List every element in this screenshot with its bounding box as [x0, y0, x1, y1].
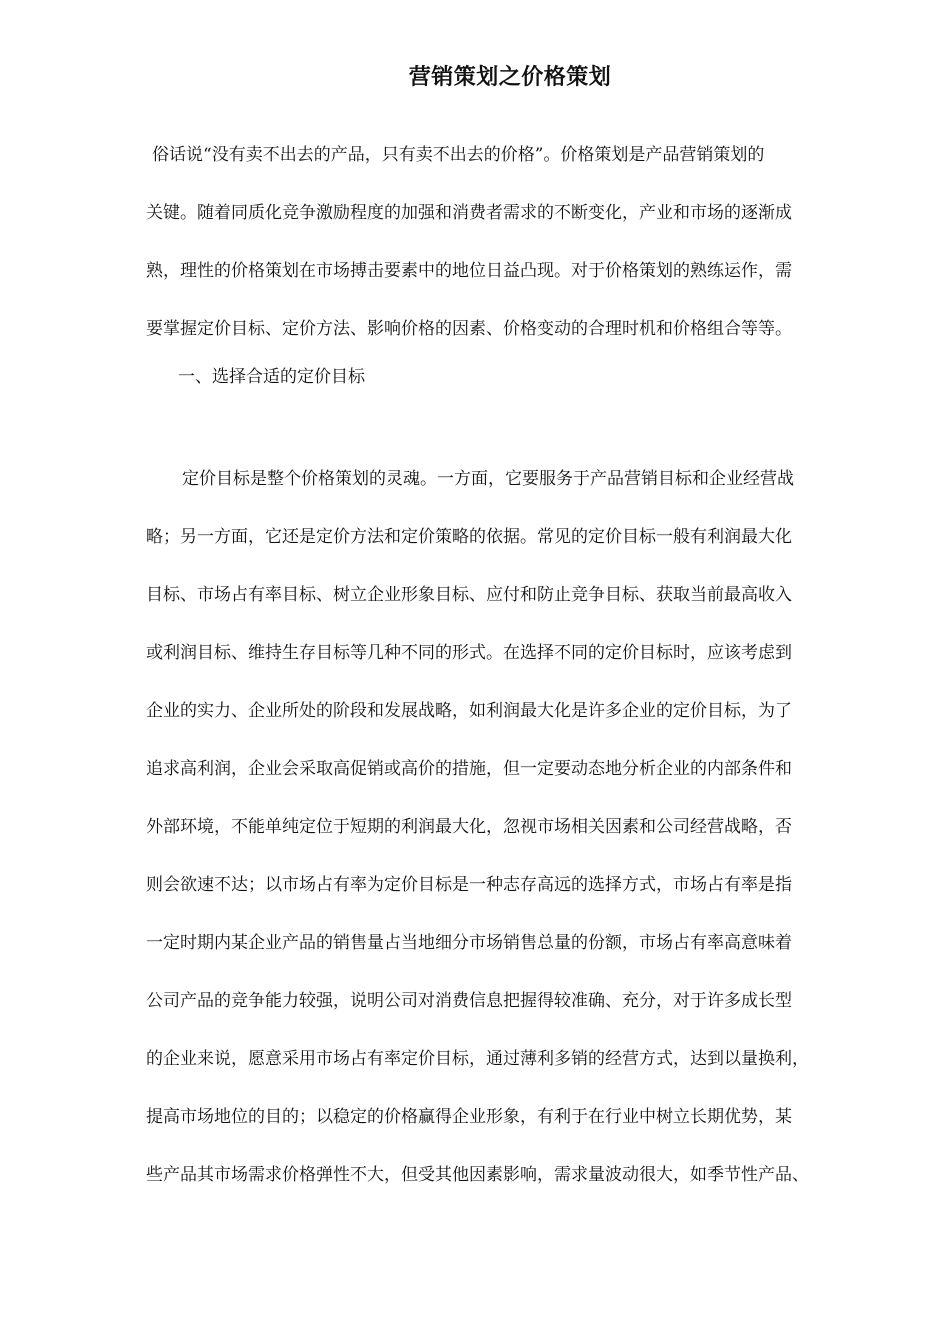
body-line: 企业的实力、企业所处的阶段和发展战略，如利润最大化是许多企业的定价目标，为了 — [146, 701, 792, 721]
body-line: 略；另一方面，它还是定价方法和定价策略的依据。常见的定价目标一般有利润最大化 — [146, 527, 792, 547]
body-line: 公司产品的竞争能力较强，说明公司对消费信息把握得较准确、充分，对于许多成长型 — [146, 991, 792, 1011]
body-line: 外部环境，不能单纯定位于短期的利润最大化，忽视市场相关因素和公司经营战略，否 — [146, 817, 792, 837]
body-line: 些产品其市场需求价格弹性不大，但受其他因素影响，需求量波动很大，如季节性产品、 — [146, 1165, 809, 1185]
body-line: 的企业来说，愿意采用市场占有率定价目标，通过薄利多销的经营方式，达到以量换利， — [146, 1049, 809, 1069]
body-line: 或利润目标、维持生存目标等几种不同的形式。在选择不同的定价目标时，应该考虑到 — [146, 643, 792, 663]
body-line: 目标、市场占有率目标、树立企业形象目标、应付和防止竞争目标、获取当前最高收入 — [146, 585, 792, 605]
document-title: 营销策划之价格策划 — [408, 64, 612, 90]
body-line: 一定时期内某企业产品的销售量占当地细分市场销售总量的份额，市场占有率高意味着 — [146, 933, 792, 953]
body-line: 定价目标是整个价格策划的灵魂。一方面，它要服务于产品营销目标和企业经营战 — [182, 469, 794, 489]
intro-line: 俗话说“没有卖不出去的产品，只有卖不出去的价格”。价格策划是产品营销策划的 — [152, 145, 765, 165]
intro-line: 要掌握定价目标、定价方法、影响价格的因素、价格变动的合理时机和价格组合等等。 — [146, 319, 792, 339]
body-line: 则会欲速不达；以市场占有率为定价目标是一种志存高远的选择方式，市场占有率是指 — [146, 875, 792, 895]
section-heading: 一、选择合适的定价目标 — [178, 367, 365, 387]
body-line: 追求高利润，企业会采取高促销或高价的措施，但一定要动态地分析企业的内部条件和 — [146, 759, 792, 779]
body-line: 提高市场地位的目的；以稳定的价格赢得企业形象，有利于在行业中树立长期优势，某 — [146, 1107, 792, 1127]
intro-line: 关键。随着同质化竞争激励程度的加强和消费者需求的不断变化，产业和市场的逐渐成 — [146, 203, 792, 223]
intro-line: 熟，理性的价格策划在市场搏击要素中的地位日益凸现。对于价格策划的熟练运作，需 — [146, 261, 792, 281]
